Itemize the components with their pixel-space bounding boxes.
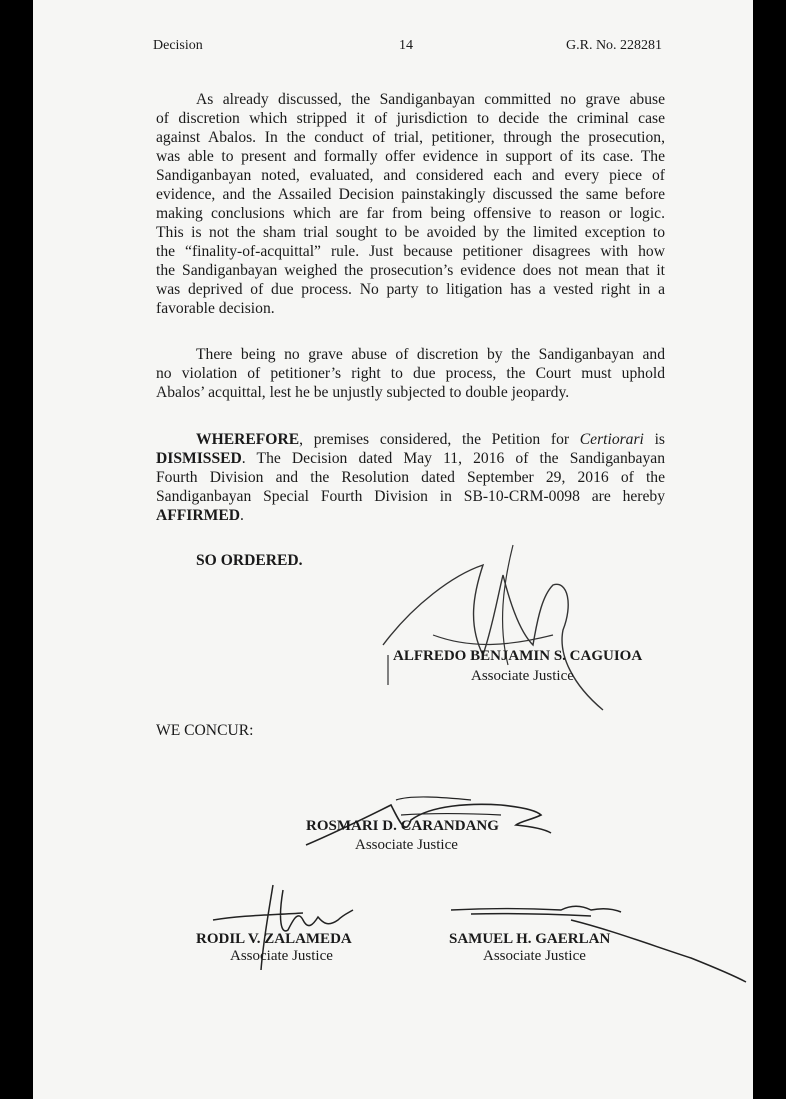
signatory-name: ROSMARI D. CARANDANG [306,818,499,834]
text-line: As already discussed, the Sandiganbayan committed no grave abuse [196,91,665,108]
text-span: . [240,507,244,524]
text-line: Fourth Division and the Resolution dated September 29, 2016 of the [156,469,665,486]
text-line: Sandiganbayan noted, evaluated, and considered each and every piece of [156,167,665,184]
text-line: Abalos’ acquittal, lest he be unjustly subjected to double jeopardy. [156,384,570,401]
text-line [156,430,665,449]
header-label: Decision [153,38,203,53]
signatory-title: Associate Justice [355,837,458,853]
text-line: Sandiganbayan Special Fourth Division in SB-10-CRM-0098 are hereby [156,488,665,505]
signatory-title: Associate Justice [471,668,574,684]
signatory-title: Associate Justice [483,948,586,964]
text-line: favorable decision. [156,300,275,317]
text-span: . The Decision dated May 11, 2016 of the Sandiganbayan [241,450,665,467]
text-line [156,506,665,525]
text-line: the Sandiganbayan weighed the prosecution’s evidence does not mean that it [156,262,665,279]
text-line: This is not the sham trial sought to be avoided by the limited exception to [156,224,665,241]
signatory-name: RODIL V. ZALAMEDA [196,931,352,947]
affirmed-text: AFFIRMED [156,507,241,524]
text-line: was deprived of due process. No party to litigation has a vested right in a [156,281,665,298]
text-line: was able to present and formally offer evidence in support of its case. The [156,148,665,165]
case-number: G.R. No. 228281 [566,38,663,53]
dismissed-text: DISMISSED [156,450,242,467]
text-span: is [643,431,665,448]
signature-scribble [373,535,633,715]
we-concur: WE CONCUR: [156,722,254,739]
wherefore-text: WHEREFORE [196,431,300,448]
signatory-name: ALFREDO BENJAMIN S. CAGUIOA [393,648,643,664]
text-line: no violation of petitioner’s right to due process, the Court must uphold [156,365,665,382]
text-line: the “finality-of-acquittal” rule. Just because petitioner disagrees with how [156,243,665,260]
paragraph-dispositive [156,430,665,525]
text-line: There being no grave abuse of discretion by the Sandiganbayan and [196,346,665,363]
signatory-title: Associate Justice [230,948,333,964]
text-line: of discretion which stripped it of jurisdiction to decide the criminal case [156,110,665,127]
text-line: evidence, and the Assailed Decision painstakingly discussed the same before [156,186,665,203]
signatory-name: SAMUEL H. GAERLAN [449,931,611,947]
page-number: 14 [399,38,413,53]
paragraph-discussion [156,90,665,318]
text-span: , premises considered, the Petition for [299,431,580,448]
paragraph-conclusion [156,345,665,402]
certiorari-text: Certiorari [579,431,644,448]
so-ordered: SO ORDERED. [196,552,303,569]
text-line: against Abalos. In the conduct of trial, petitioner, through the prosecution, [156,129,665,146]
text-line [156,449,665,468]
text-line: making conclusions which are far from being offensive to reason or logic. [156,205,665,222]
document-page [33,0,753,1099]
